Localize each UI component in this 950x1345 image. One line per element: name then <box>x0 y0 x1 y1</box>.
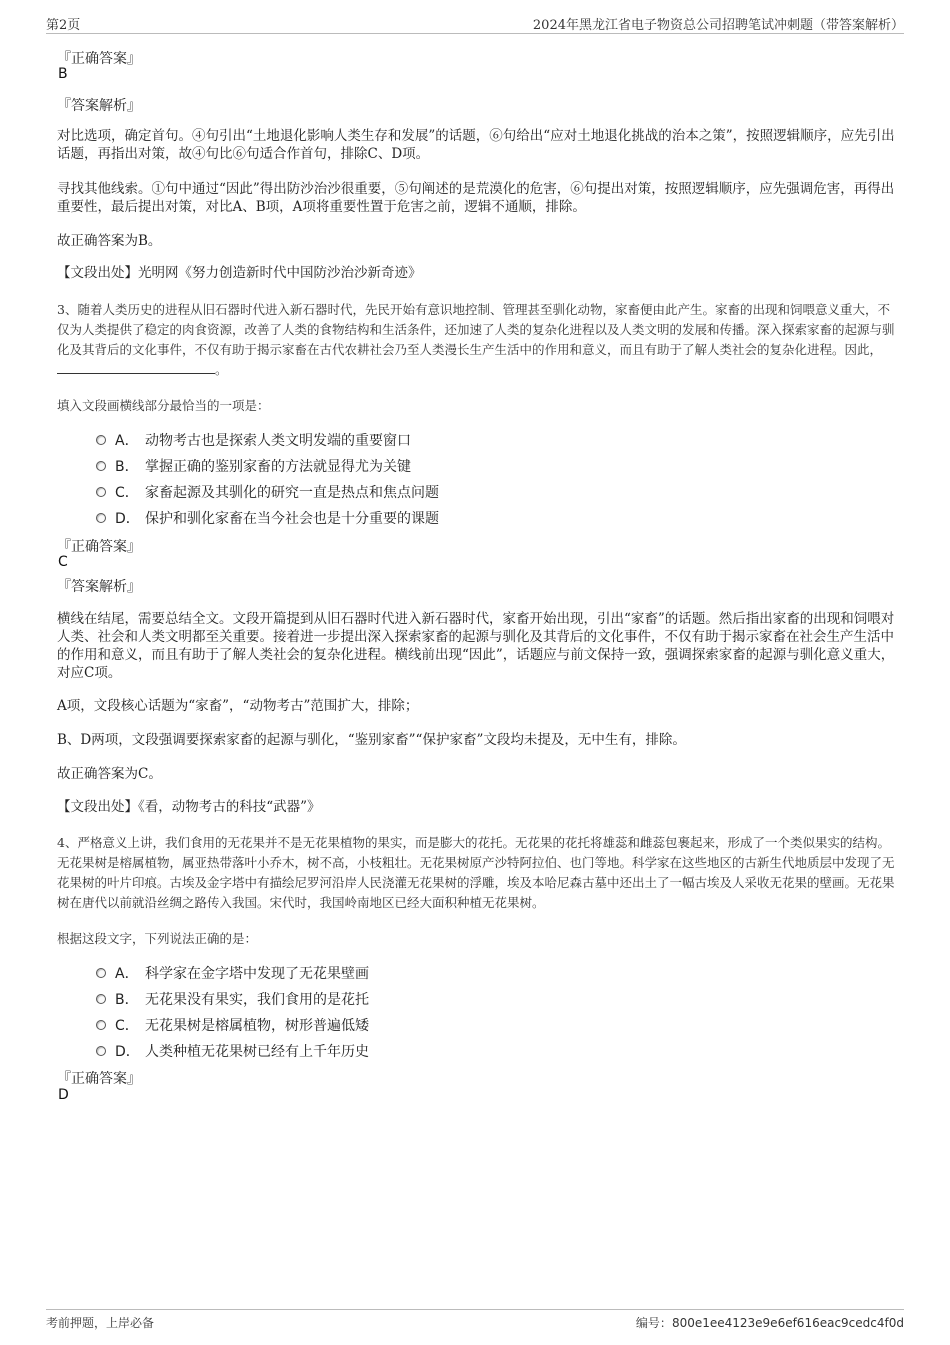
q4-option-b[interactable]: B． 无花果没有果实，我们食用的是花托 <box>96 989 369 1009</box>
q2-analysis-p1: 对比选项，确定首句。④句引出“土地退化影响人类生存和发展”的话题，⑥句给出“应对土地退化挑战的治本之策”，按照逻辑顺序，应先引出话题，再指出对策，故④句比⑥句适合作首句，排除C、D项。 <box>57 128 895 162</box>
q3-answer-blank <box>57 362 215 374</box>
radio-icon[interactable] <box>96 513 106 523</box>
q3-prompt: 填入文段画横线部分最恰当的一项是： <box>57 398 270 413</box>
q3-option-c[interactable]: C． 家畜起源及其驯化的研究一直是热点和焦点问题 <box>96 482 439 502</box>
q4-prompt: 根据这段文字，下列说法正确的是： <box>57 931 258 946</box>
footer-code: 编号：800e1ee4123e9e6ef616eac9cedc4f0d <box>635 1316 904 1330</box>
q2-answer: B <box>58 66 68 82</box>
q3-option-b[interactable]: B． 掌握正确的鉴别家畜的方法就显得尤为关键 <box>96 456 411 476</box>
q4-option-d[interactable]: D． 人类种植无花果树已经有上千年历史 <box>96 1041 369 1061</box>
q3-question: 3、随着人类历史的进程从旧石器时代进入新石器时代，先民开始有意识地控制、管理甚至驯化动物，家畜便由此产生。家畜的出现和饲喂意义重大，不仅为人类提供了稳定的肉食资源，改善了人类的食物结构和生活条件，还加速了人类的复杂化进程以及人类文明的发展和传播。深入探索家畜的起源与驯化及其背后的文化事件，不仅有助于揭示家畜在古代农耕社会乃至人类漫长生产生活中的作用和意义，而且有助于了解人类社会的复杂化进程。因此，。 <box>57 302 895 377</box>
radio-icon[interactable] <box>96 435 106 445</box>
footer-slogan: 考前押题，上岸必备 <box>46 1316 155 1330</box>
q3-analysis-p3: B、D两项，文段强调要探索家畜的起源与驯化，“鉴别家畜”“保护家畜”文段均未提及，无中生有，排除。 <box>57 732 686 748</box>
q3-analysis-label: 『答案解析』 <box>57 579 141 595</box>
q3-option-d[interactable]: D． 保护和驯化家畜在当今社会也是十分重要的课题 <box>96 508 439 528</box>
document-title: 2024年黑龙江省电子物资总公司招聘笔试冲刺题（带答案解析） <box>532 18 904 33</box>
q2-source: 【文段出处】光明网《努力创造新时代中国防沙治沙新奇迹》 <box>57 265 422 281</box>
q3-analysis-p1: 横线在结尾，需要总结全文。文段开篇提到从旧石器时代进入新石器时代，家畜开始出现，引出“家畜”的话题。然后指出家畜的出现和饲喂对人类、社会和人类文明都至关重要。接着进一步提出深入探索家畜的起源与驯化及其背后的文化事件，不仅有助于揭示家畜在社会生产生活中的作用和意义，而且有助于了解人类社会的复杂化进程。横线前出现“因此”，话题应与前文保持一致，强调探索家畜的起源与驯化意义重大，对应C项。 <box>57 611 895 681</box>
radio-icon[interactable] <box>96 1046 106 1056</box>
q4-option-a[interactable]: A． 科学家在金字塔中发现了无花果壁画 <box>96 963 369 983</box>
q3-conclusion: 故正确答案为C。 <box>57 766 162 782</box>
q2-answer-label: 『正确答案』 <box>57 51 141 67</box>
q2-conclusion: 故正确答案为B。 <box>57 233 162 249</box>
q3-analysis-p2: A项，文段核心话题为“家畜”，“动物考古”范围扩大，排除； <box>57 698 419 714</box>
radio-icon[interactable] <box>96 968 106 978</box>
radio-icon[interactable] <box>96 487 106 497</box>
q3-answer-label: 『正确答案』 <box>57 539 141 555</box>
q3-source: 【文段出处】《看，动物考古的科技“武器”》 <box>57 799 321 815</box>
q4-answer-label: 『正确答案』 <box>57 1071 141 1087</box>
header-divider <box>46 33 904 34</box>
q3-answer: C <box>58 554 68 570</box>
radio-icon[interactable] <box>96 461 106 471</box>
footer-divider <box>46 1309 904 1310</box>
q4-answer: D <box>58 1087 69 1103</box>
q4-option-c[interactable]: C． 无花果树是榕属植物，树形普遍低矮 <box>96 1015 369 1035</box>
q2-analysis-p2: 寻找其他线索。①句中通过“因此”得出防沙治沙很重要，⑤句阐述的是荒漠化的危害，⑥句提出对策，按照逻辑顺序，应先强调危害，再得出重要性，最后提出对策，对比A、B项，A项将重要性置于危害之前，逻辑不通顺，排除。 <box>57 181 895 215</box>
q4-question: 4、严格意义上讲，我们食用的无花果并不是无花果植物的果实，而是膨大的花托。无花果的花托将雄蕊和雌蕊包裹起来，形成了一个类似果实的结构。无花果树是榕属植物，属亚热带落叶小乔木，树不高，小枝粗壮。无花果树原产沙特阿拉伯、也门等地。科学家在这些地区的古新生代地质层中发现了无花果树的叶片印痕。古埃及金字塔中有描绘尼罗河沿岸人民浇灌无花果树的浮雕，埃及本哈尼森古墓中还出土了一幅古埃及人采收无花果的壁画。无花果树在唐代以前就沿丝绸之路传入我国。宋代时，我国岭南地区已经大面积种植无花果树。 <box>57 835 895 910</box>
page-number: 第2页 <box>46 18 81 33</box>
radio-icon[interactable] <box>96 1020 106 1030</box>
q2-analysis-label: 『答案解析』 <box>57 98 141 114</box>
radio-icon[interactable] <box>96 994 106 1004</box>
q3-option-a[interactable]: A． 动物考古也是探索人类文明发端的重要窗口 <box>96 430 411 450</box>
